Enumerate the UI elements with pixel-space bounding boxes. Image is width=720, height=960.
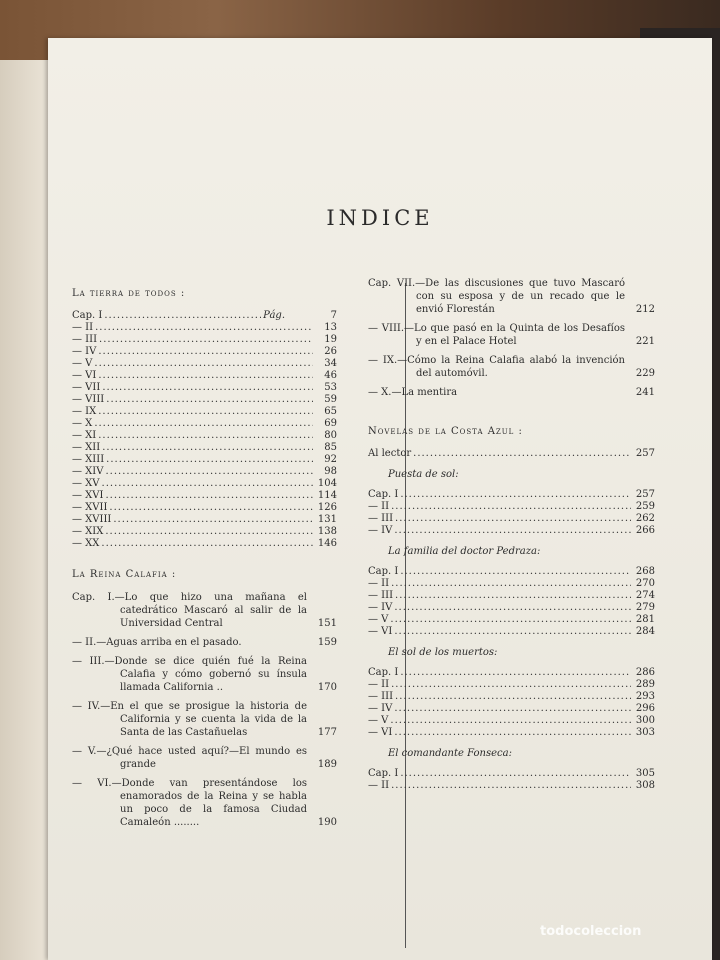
toc-entry-text: Cap. VII.—De las discusiones que tuvo Mascaró con su esposa y de un recado que le envió Florestán (368, 278, 625, 315)
toc-page: 286 (635, 667, 655, 678)
section-title-costa-azul: Novelas de la Costa Azul : (368, 426, 523, 437)
toc-page: 189 (317, 759, 337, 770)
toc-entry (72, 777, 337, 829)
toc-page: 19 (324, 334, 337, 345)
toc-label: Cap. I (368, 489, 399, 500)
novel-title: Puesta de sol: (388, 469, 459, 480)
toc-page: 138 (317, 526, 337, 537)
toc-page: 257 (635, 489, 655, 500)
toc-label: — VIII (72, 394, 105, 405)
toc-page: 80 (324, 430, 337, 441)
toc-label: — XV (72, 478, 100, 489)
toc-entry-text: — VI.—Donde van presentándose los enamorados de la Reina y se habla un poco de la famosa Ciudad Camaleón ........ (72, 778, 307, 828)
toc-page: 270 (635, 578, 655, 589)
toc-label: — II (368, 501, 390, 512)
toc-entry (368, 354, 655, 380)
toc-label: Cap. I (368, 566, 399, 577)
novel-title: El comandante Fonseca: (388, 748, 512, 759)
toc-entry-text: — III.—Donde se dice quién fué la Reina Calafia y cómo gobernó su ínsula llamada California .. (72, 656, 307, 693)
toc-label: — II (72, 322, 94, 333)
toc-label: Cap. I (72, 310, 103, 321)
toc-page: 126 (317, 502, 337, 513)
section-title-calafia: La Reina Calafia : (72, 569, 177, 580)
toc-label: — III (72, 334, 98, 345)
toc-label: — X (72, 418, 93, 429)
toc-page: 104 (317, 478, 337, 489)
toc-row (72, 538, 337, 550)
toc-page: 303 (635, 727, 655, 738)
chapter-list-calafia (72, 591, 337, 829)
toc-label: — IV (72, 346, 97, 357)
left-column (72, 287, 337, 835)
toc-page: 262 (635, 513, 655, 524)
toc-label: — II (368, 780, 390, 791)
toc-label: — III (368, 590, 394, 601)
toc-page: 212 (635, 304, 655, 315)
toc-label: — V (368, 614, 389, 625)
novel-list (368, 468, 655, 792)
toc-label: — III (368, 513, 394, 524)
toc-label: — XIII (72, 454, 105, 465)
toc-label: — XI (72, 430, 97, 441)
toc-row (368, 727, 655, 739)
toc-label: — IV (368, 525, 393, 536)
toc-entry (72, 636, 337, 649)
toc-entry (72, 591, 337, 630)
toc-page: 281 (635, 614, 655, 625)
toc-label: — III (368, 691, 394, 702)
toc-entry-text: — II.—Aguas arriba en el pasado. (72, 637, 242, 648)
toc-page: 274 (635, 590, 655, 601)
toc-page: 114 (317, 490, 337, 501)
toc-entry-text: — IX.—Cómo la Reina Calafia alabó la invención del automóvil. (368, 355, 625, 379)
toc-label: — XVIII (72, 514, 112, 525)
toc-page: 13 (324, 322, 337, 333)
toc-label: — VI (368, 626, 393, 637)
toc-label: — IV (368, 703, 393, 714)
toc-label: — XII (72, 442, 101, 453)
toc-page: 293 (635, 691, 655, 702)
toc-row (368, 626, 655, 638)
toc-page: 308 (635, 780, 655, 791)
toc-label: — II (368, 679, 390, 690)
toc-page: 289 (635, 679, 655, 690)
toc-entry (368, 322, 655, 348)
toc-page: 190 (317, 817, 337, 828)
right-column (368, 275, 655, 792)
watermark: todocoleccion (540, 924, 642, 939)
toc-page: 69 (324, 418, 337, 429)
toc-label: — V (72, 358, 93, 369)
toc-row (368, 525, 655, 537)
toc-page: 259 (635, 501, 655, 512)
toc-label: — VII (72, 382, 101, 393)
toc-page: 257 (635, 448, 655, 459)
toc-label: — VI (368, 727, 393, 738)
toc-entry (368, 386, 655, 399)
toc-label: — XIV (72, 466, 104, 477)
novel-title: El sol de los muertos: (388, 647, 498, 658)
novel-title: La familia del doctor Pedraza: (388, 546, 541, 557)
toc-page: 92 (324, 454, 337, 465)
toc-entry-text: — X.—La mentira (368, 387, 458, 398)
toc-page: 65 (324, 406, 337, 417)
toc-page: 26 (324, 346, 337, 357)
toc-page: 59 (324, 394, 337, 405)
toc-page: 221 (635, 336, 655, 347)
toc-label: Cap. I (368, 768, 399, 779)
toc-page: 279 (635, 602, 655, 613)
toc-page: 177 (317, 727, 337, 738)
toc-entry (72, 745, 337, 771)
toc-label: — V (368, 715, 389, 726)
toc-page: 241 (635, 387, 655, 398)
toc-entry-text: — VIII.—Lo que pasó en la Quinta de los Desafíos y en el Palace Hotel (368, 323, 625, 347)
toc-page: 170 (317, 682, 337, 693)
toc-page: 300 (635, 715, 655, 726)
page-title: INDICE (326, 206, 434, 230)
toc-page: 53 (324, 382, 337, 393)
toc-page: 34 (324, 358, 337, 369)
toc-page: 131 (317, 514, 337, 525)
toc-entry (72, 700, 337, 739)
chapter-list-tierra (72, 310, 337, 550)
toc-page: 46 (324, 370, 337, 381)
pag-label: Pág. (263, 310, 285, 321)
toc-page: 151 (317, 618, 337, 629)
toc-page: 284 (635, 626, 655, 637)
toc-label: — IX (72, 406, 97, 417)
toc-page: 268 (635, 566, 655, 577)
toc-label: — XX (72, 538, 100, 549)
toc-row (368, 780, 655, 792)
toc-label: — II (368, 578, 390, 589)
toc-row-al-lector (368, 448, 655, 460)
toc-label: — XIX (72, 526, 104, 537)
toc-entry (368, 277, 655, 316)
toc-entry (72, 655, 337, 694)
toc-label: — XVI (72, 490, 104, 501)
toc-label: — IV (368, 602, 393, 613)
toc-label: Cap. I (368, 667, 399, 678)
toc-page: 7 (330, 310, 337, 321)
section-title-tierra: La tierra de todos : (72, 288, 186, 299)
toc-entry-text: — IV.—En el que se prosigue la historia de California y se cuenta la vida de la Santa de las Castañuelas (72, 701, 307, 738)
toc-page: 159 (317, 637, 337, 648)
toc-page: 146 (317, 538, 337, 549)
toc-label: — VI (72, 370, 97, 381)
toc-page: 85 (324, 442, 337, 453)
toc-label: — XVII (72, 502, 108, 513)
toc-entry-text: — V.—¿Qué hace usted aquí?—El mundo es grande (72, 746, 307, 770)
toc-label: Al lector (368, 448, 412, 459)
chapter-list-calafia-cont (368, 277, 655, 399)
toc-page: 229 (635, 368, 655, 379)
toc-page: 266 (635, 525, 655, 536)
toc-page: 305 (635, 768, 655, 779)
toc-page: 98 (324, 466, 337, 477)
toc-entry-text: Cap. I.—Lo que hizo una mañana el catedrático Mascaró al salir de la Universidad Central (72, 592, 307, 629)
toc-page: 296 (635, 703, 655, 714)
